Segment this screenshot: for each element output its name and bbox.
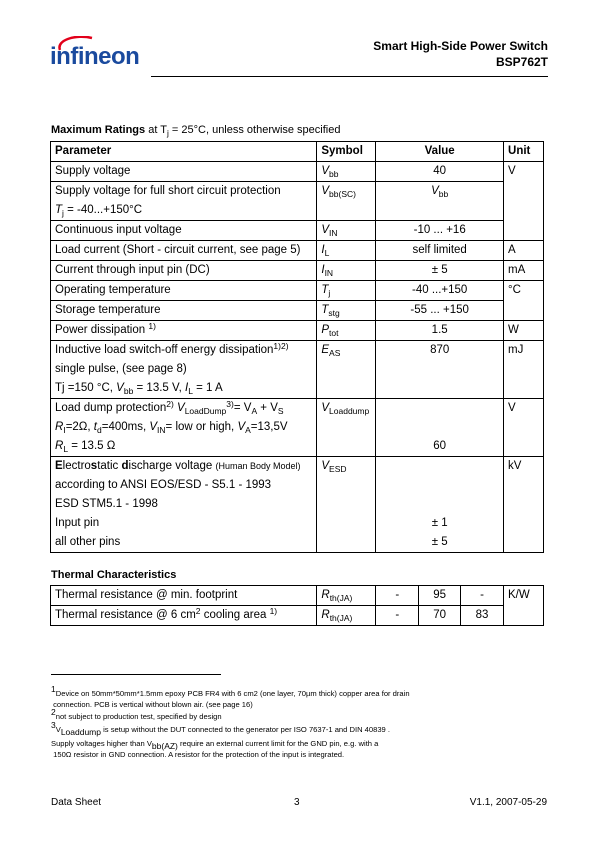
footnote-1: $^1$Device on 50mm*50mm*1.5mm epoxy PCB FR4 with 6 cm2 (one layer, 70µm thick) copper area for drain connection. PCB is vertical without blown air. (see page 16)	[51, 684, 410, 709]
page-number: 3	[294, 797, 300, 808]
header-rule	[151, 76, 548, 77]
table-row: Electrostatic discharge voltage (Human Body Model) according to ANSI EOS/ESD - S5.1 - 1993 ESD STM5.1 - 1998 Input pin all other pins $V_{ESD}$ ± 1 ± 5 kV	[51, 457, 544, 553]
table-row: Load dump protection$^{2)}$ $V_{LoadDump}^{3)}= V_A + V_S$ $R_I=2\Omega$, $t_d=400ms$, $V_{IN}=$ low or high, $V_A=13,5V$ $R_L = 13.5$ Ω $V_{Loaddump}$ 60 V	[51, 399, 544, 457]
table-header: Parameter Symbol Value Unit	[51, 142, 544, 162]
part-number: BSP762T	[495, 55, 548, 69]
table-row: Thermal resistance @ min. footprint $R_{th(JA)}$ - 95 - K/W	[51, 586, 544, 606]
table-row: Storage temperature $T_{stg}$ -55 ... +150	[51, 301, 544, 321]
footer-left: Data Sheet	[51, 797, 102, 808]
table-row: Supply voltage for full short circuit protection $T_j = -40...+150^\circ C$ $V_{bb(SC)}$ $V_{bb}$	[51, 182, 544, 221]
table-row: Power dissipation $^{1)}$ $P_{tot}$ 1.5 W	[51, 321, 544, 341]
footer-version: V1.1, 2007-05-29	[469, 797, 547, 808]
footnote-3: $^3V_{Loaddump}$ is setup without the DUT connected to the generator per ISO 7637-1 and DIN 40839 .	[51, 720, 391, 737]
table-row: Continuous input voltage $V_{IN}$ -10 ... +16	[51, 221, 544, 241]
infineon-logo	[46, 36, 152, 76]
table-row: Current through input pin (DC) $I_{IN}$ ± 5 mA	[51, 261, 544, 281]
max-ratings-title: Maximum Ratings at $T_j = 25^\circ C$, unless otherwise specified	[51, 124, 341, 138]
table-row: Thermal resistance @ 6 $cm^2$ cooling area $^{1)}$ $R_{th(JA)}$ - 70 83	[51, 606, 544, 626]
table-row: Operating temperature $T_j$ -40 ...+150 °C	[51, 281, 544, 301]
doc-title: Smart High-Side Power Switch	[373, 39, 548, 53]
table-row: Inductive load switch-off energy dissipation$^{1)2)}$ single pulse, (see page 8) Tj =150 °C, $V_{bb} = 13.5$ V, $I_L = 1$ A $E_{AS}$ 870 mJ	[51, 341, 544, 399]
footnote-4: Supply voltages higher than $V_{bb(AZ)}$ require an external current limit for the GND pin, e.g. with a 150Ω resistor in GND connection. A resistor for the protection of the input is integrated.	[51, 739, 379, 759]
footnote-rule	[51, 674, 221, 675]
thermal-table	[50, 585, 544, 626]
thermal-title: Thermal Characteristics	[51, 569, 177, 581]
logo-wordmark: infineon	[50, 43, 140, 70]
table-row: Load current (Short - circuit current, see page 5) $I_L$ self limited A	[51, 241, 544, 261]
footnote-2: $^2$not subject to production test, specified by design	[51, 707, 222, 721]
table-row: Supply voltage $V_{bb}$ 40 V	[51, 162, 544, 182]
max-ratings-table	[50, 141, 544, 553]
